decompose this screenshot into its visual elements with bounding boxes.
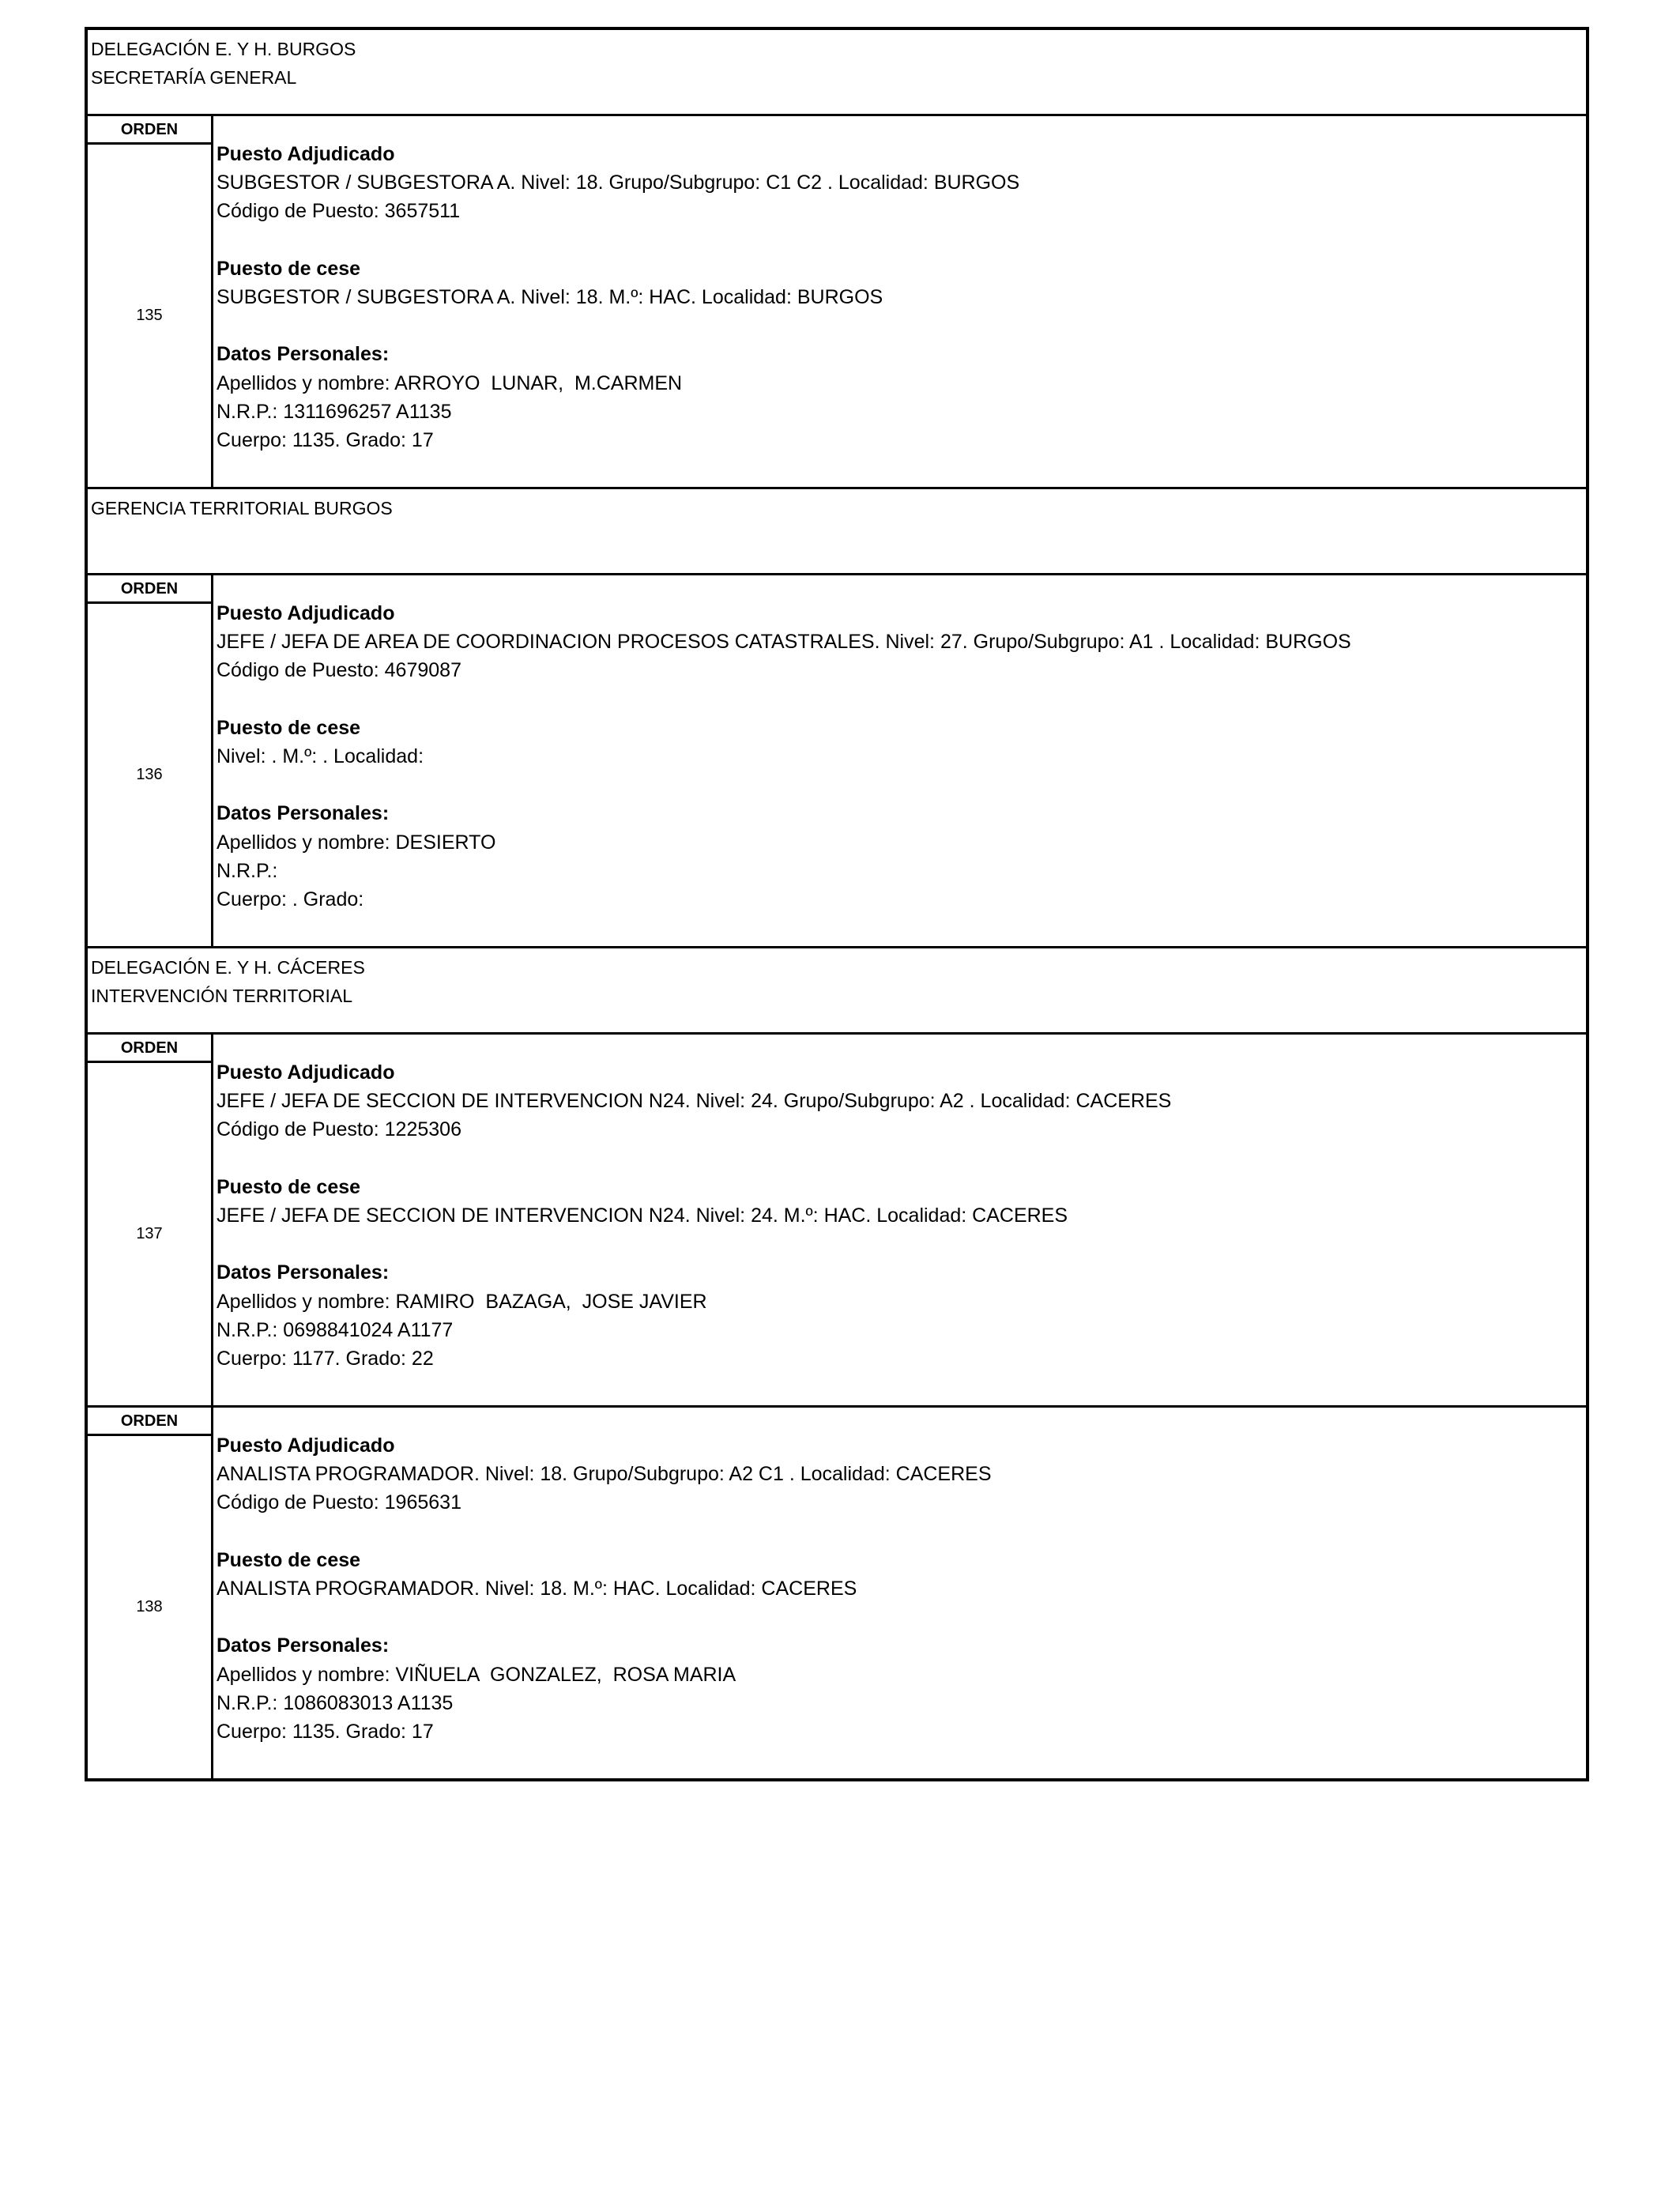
adjudicado-title: Puesto Adjudicado — [217, 1434, 395, 1457]
entry-row — [88, 575, 1586, 948]
nrp: N.R.P.: — [217, 859, 278, 882]
apellidos-nombre: Apellidos y nombre: RAMIRO BAZAGA, JOSE JAVIER — [217, 1290, 707, 1313]
cuerpo-grado: Cuerpo: 1177. Grado: 22 — [217, 1347, 434, 1370]
codigo-puesto: Código de Puesto: 1225306 — [217, 1118, 461, 1141]
codigo-puesto: Código de Puesto: 1965631 — [217, 1491, 461, 1514]
entry-row — [88, 1408, 1586, 1778]
adjudicado-title: Puesto Adjudicado — [217, 143, 395, 165]
personales-title: Datos Personales: — [217, 1634, 390, 1657]
apellidos-nombre: Apellidos y nombre: ARROYO LUNAR, M.CARMEN — [217, 371, 683, 394]
orden-label: ORDEN — [88, 1408, 211, 1436]
orden-column — [88, 1408, 213, 1778]
unit-header-line: DELEGACIÓN E. Y H. BURGOS — [91, 39, 356, 59]
entry-details — [213, 575, 1586, 946]
apellidos-nombre: Apellidos y nombre: VIÑUELA GONZALEZ, ROSA MARIA — [217, 1663, 736, 1686]
orden-column — [88, 575, 213, 946]
entry-details — [213, 1035, 1586, 1405]
adjudicado-title: Puesto Adjudicado — [217, 602, 395, 624]
unit-header — [88, 948, 1586, 1035]
adjudicado-description: SUBGESTOR / SUBGESTORA A. Nivel: 18. Grupo/Subgrupo: C1 C2 . Localidad: BURGOS — [217, 172, 1020, 194]
cese-title: Puesto de cese — [217, 716, 361, 739]
codigo-puesto: Código de Puesto: 3657511 — [217, 200, 461, 223]
adjudicado-title: Puesto Adjudicado — [217, 1061, 395, 1084]
entry-row — [88, 1035, 1586, 1408]
nrp: N.R.P.: 1086083013 A1135 — [217, 1691, 454, 1714]
adjudicado-description: ANALISTA PROGRAMADOR. Nivel: 18. Grupo/Subgrupo: A2 C1 . Localidad: CACERES — [217, 1463, 992, 1486]
orden-column — [88, 1035, 213, 1405]
orden-label: ORDEN — [88, 1035, 211, 1063]
cese-title: Puesto de cese — [217, 1548, 361, 1571]
orden-number: 135 — [136, 307, 163, 324]
cese-description: Nivel: . M.º: . Localidad: — [217, 745, 424, 767]
cuerpo-grado: Cuerpo: 1135. Grado: 17 — [217, 428, 434, 451]
document-table — [85, 27, 1589, 1781]
cese-description: ANALISTA PROGRAMADOR. Nivel: 18. M.º: HAC. Localidad: CACERES — [217, 1577, 857, 1600]
cese-description: SUBGESTOR / SUBGESTORA A. Nivel: 18. M.º: HAC. Localidad: BURGOS — [217, 285, 883, 308]
personales-title: Datos Personales: — [217, 1261, 390, 1284]
adjudicado-description: JEFE / JEFA DE SECCION DE INTERVENCION N24. Nivel: 24. Grupo/Subgrupo: A2 . Localidad: CACERES — [217, 1090, 1172, 1113]
orden-number: 138 — [136, 1598, 163, 1615]
orden-column — [88, 116, 213, 487]
personales-title: Datos Personales: — [217, 343, 390, 366]
unit-header-line: GERENCIA TERRITORIAL BURGOS — [91, 498, 393, 518]
unit-header-line: DELEGACIÓN E. Y H. CÁCERES — [91, 957, 365, 978]
cuerpo-grado: Cuerpo: . Grado: — [217, 888, 364, 910]
nrp: N.R.P.: 0698841024 A1177 — [217, 1318, 454, 1341]
orden-number: 137 — [136, 1225, 163, 1242]
adjudicado-description: JEFE / JEFA DE AREA DE COORDINACION PROCESOS CATASTRALES. Nivel: 27. Grupo/Subgrupo: A1 . Localidad: BURGOS — [217, 631, 1351, 654]
entry-row — [88, 116, 1586, 489]
unit-header-line: INTERVENCIÓN TERRITORIAL — [91, 986, 353, 1006]
orden-label: ORDEN — [88, 116, 211, 145]
nrp: N.R.P.: 1311696257 A1135 — [217, 400, 452, 423]
cese-description: JEFE / JEFA DE SECCION DE INTERVENCION N24. Nivel: 24. M.º: HAC. Localidad: CACERES — [217, 1204, 1068, 1227]
cese-title: Puesto de cese — [217, 257, 361, 280]
entry-details — [213, 116, 1586, 487]
orden-label: ORDEN — [88, 575, 211, 604]
personales-title: Datos Personales: — [217, 802, 390, 825]
orden-number: 136 — [136, 766, 163, 783]
unit-header — [88, 30, 1586, 116]
codigo-puesto: Código de Puesto: 4679087 — [217, 659, 461, 682]
cuerpo-grado: Cuerpo: 1135. Grado: 17 — [217, 1720, 434, 1743]
entry-details — [213, 1408, 1586, 1778]
unit-header-line: SECRETARÍA GENERAL — [91, 67, 297, 88]
unit-header — [88, 489, 1586, 575]
apellidos-nombre: Apellidos y nombre: DESIERTO — [217, 831, 496, 854]
cese-title: Puesto de cese — [217, 1175, 361, 1198]
